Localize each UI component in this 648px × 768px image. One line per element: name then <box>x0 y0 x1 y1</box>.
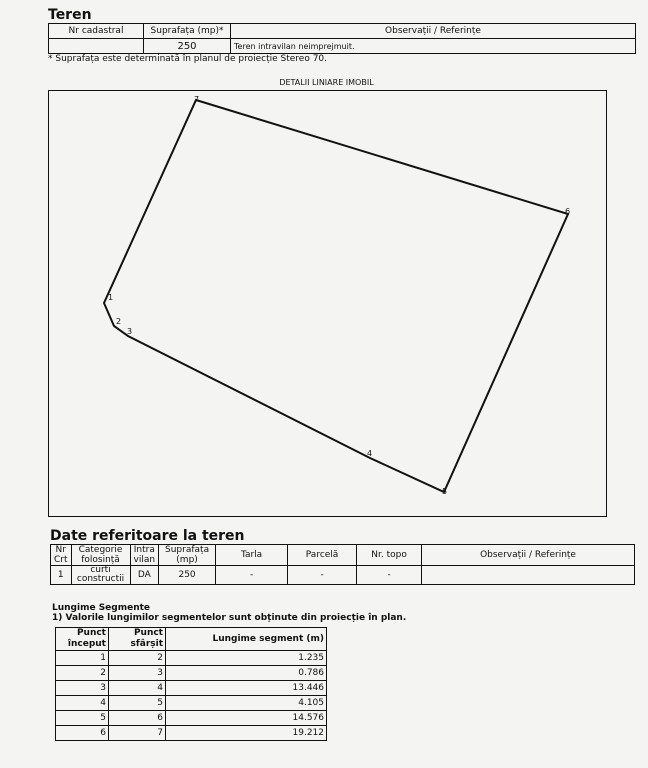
table-row <box>56 711 327 726</box>
header: Lungime segment (m) <box>166 628 327 651</box>
cell: 2 <box>109 651 166 666</box>
header: Categorie folosință <box>71 545 130 566</box>
cell: 4.105 <box>166 696 327 711</box>
table-row <box>56 726 327 741</box>
cell: DA <box>130 566 159 585</box>
cell: 1.235 <box>166 651 327 666</box>
cell: 7 <box>109 726 166 741</box>
cell: 4 <box>56 696 109 711</box>
point-label: 5 <box>442 487 448 496</box>
point-label: 4 <box>367 449 373 458</box>
cell: 19.212 <box>166 726 327 741</box>
cell: 3 <box>109 666 166 681</box>
parcel-outline <box>104 100 571 492</box>
cell: 1 <box>56 651 109 666</box>
plan-title: DETALII LINIARE IMOBIL <box>279 78 374 87</box>
segments-table <box>55 627 327 741</box>
section-title: Teren <box>48 7 92 23</box>
section-title: Date referitoare la teren <box>50 528 245 544</box>
date-section <box>50 528 635 585</box>
header: Observații / Referințe <box>422 545 635 566</box>
header: Suprafața (mp) <box>159 545 216 566</box>
footnote: * Suprafața este determinată în planul de proiecție Stereo 70. <box>48 54 328 64</box>
cell: 1 <box>51 566 72 585</box>
header: Observații / Referințe <box>231 24 636 39</box>
cell: 5 <box>109 696 166 711</box>
header: Suprafața (mp)* <box>144 24 231 39</box>
cell: 14.576 <box>166 711 327 726</box>
cell: - <box>288 566 357 585</box>
cell <box>422 566 635 585</box>
cell: 6 <box>109 711 166 726</box>
cell: 13.446 <box>166 681 327 696</box>
cell: - <box>216 566 288 585</box>
header: Punct început <box>56 628 109 651</box>
point-label: 2 <box>116 317 122 326</box>
cell: Teren intravilan neimprejmuit. <box>231 39 636 54</box>
point-label: 1 <box>108 293 114 302</box>
cell: 3 <box>56 681 109 696</box>
header: Intra vilan <box>130 545 159 566</box>
cell: 250 <box>159 566 216 585</box>
segments-note: 1) Valorile lungimilor segmentelor sunt obținute din proiecție în plan. <box>52 613 407 623</box>
date-table <box>50 544 635 585</box>
header: Tarla <box>216 545 288 566</box>
header: Parcelă <box>288 545 357 566</box>
point-label: 6 <box>565 207 571 216</box>
cell: 0.786 <box>166 666 327 681</box>
point-label: 7 <box>194 95 200 104</box>
table-row <box>56 696 327 711</box>
cell: 5 <box>56 711 109 726</box>
cell: 6 <box>56 726 109 741</box>
header: Punct sfârșit <box>109 628 166 651</box>
table-row <box>56 651 327 666</box>
cell: 2 <box>56 666 109 681</box>
header: Nr cadastral <box>49 24 144 39</box>
segments-title: Lungime Segmente <box>52 603 151 613</box>
table-row <box>56 666 327 681</box>
header: Nr. topo <box>357 545 422 566</box>
segments-section <box>52 603 406 741</box>
cell: curti constructii <box>71 566 130 585</box>
cell: - <box>357 566 422 585</box>
cell: 250 <box>144 39 231 54</box>
header: Nr Crt <box>51 545 72 566</box>
table-row <box>56 681 327 696</box>
cell: 4 <box>109 681 166 696</box>
point-label: 3 <box>127 327 133 336</box>
